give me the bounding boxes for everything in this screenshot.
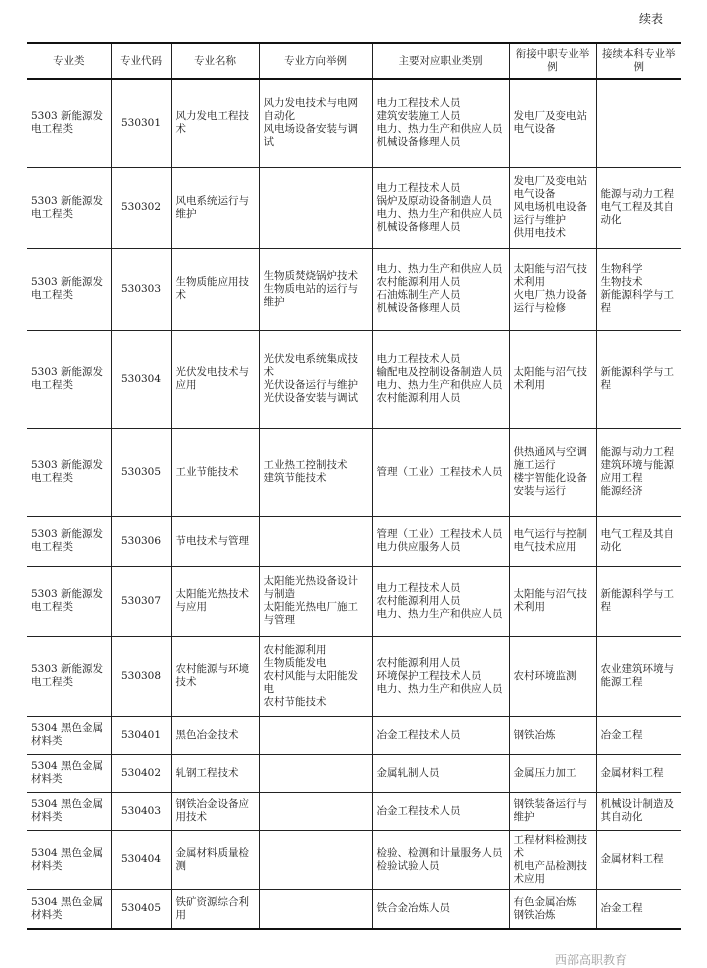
bachelor-cell-line: 电气工程及其自动化 xyxy=(600,528,674,553)
name-cell: 工业节能技术 xyxy=(171,428,259,516)
secondary-cell xyxy=(509,716,596,754)
directions-cell-line: 生物质能发电 xyxy=(263,656,327,669)
occupations-cell xyxy=(372,792,509,830)
directions-cell-line: 太阳能光热电厂施工与管理 xyxy=(263,601,358,626)
table-row xyxy=(27,754,681,792)
category-cell: 5303 新能源发电工程类 xyxy=(27,330,111,428)
directions-cell xyxy=(259,428,372,516)
name-cell: 农村能源与环境技术 xyxy=(171,636,259,716)
category-cell: 5304 黑色金属材料类 xyxy=(27,830,111,889)
occupations-cell-line: 电力、热力生产和供应人员 xyxy=(376,123,503,136)
secondary-cell-line: 发电厂及变电站电气设备 xyxy=(513,175,587,200)
directions-cell-line: 生物质电站的运行与维护 xyxy=(263,282,358,308)
occupations-cell-line: 检验试验人员 xyxy=(376,859,440,872)
header-directions: 专业方向举例 xyxy=(259,43,372,79)
occupations-cell xyxy=(372,636,509,716)
directions-cell xyxy=(259,330,372,428)
bachelor-cell-line: 能源经济 xyxy=(600,485,643,497)
bachelor-cell-line: 能源与动力工程 xyxy=(600,188,674,200)
continued-label: 续表 xyxy=(638,12,663,26)
directions-cell xyxy=(259,792,372,830)
occupations-cell xyxy=(372,248,509,330)
secondary-cell-line: 楼宇智能化设备安装与运行 xyxy=(513,472,587,497)
code-cell: 530404 xyxy=(111,830,171,889)
bachelor-cell-line: 机械设计制造及其自动化 xyxy=(600,798,674,823)
category-cell: 5303 新能源发电工程类 xyxy=(27,248,111,330)
name-cell: 黑色冶金技术 xyxy=(171,716,259,754)
code-cell: 530402 xyxy=(111,754,171,792)
header-code: 专业代码 xyxy=(111,43,171,79)
occupations-cell-line: 金属轧制人员 xyxy=(376,766,440,779)
bachelor-cell-line: 新能源科学与工程 xyxy=(600,588,674,613)
occupations-cell xyxy=(372,566,509,636)
bachelor-cell xyxy=(596,636,681,716)
bachelor-cell-line: 金属材料工程 xyxy=(600,853,664,865)
code-cell: 530403 xyxy=(111,792,171,830)
name-cell: 生物质能应用技术 xyxy=(171,248,259,330)
directions-cell-line: 光伏设备安装与调试 xyxy=(263,392,358,404)
occupations-cell-line: 电力、热力生产和供应人员 xyxy=(376,379,503,391)
occupations-cell xyxy=(372,167,509,248)
name-cell: 风力发电工程技术 xyxy=(171,79,259,167)
header-bachelor: 接续本科专业举例 xyxy=(596,43,681,79)
secondary-cell-line: 机电产品检测技术应用 xyxy=(513,859,587,885)
occupations-cell-line: 电力工程技术人员 xyxy=(376,97,461,110)
bachelor-cell xyxy=(596,428,681,516)
category-cell: 5303 新能源发电工程类 xyxy=(27,79,111,167)
table-row xyxy=(27,889,681,929)
header-name: 专业名称 xyxy=(171,43,259,79)
bachelor-cell xyxy=(596,248,681,330)
table-row xyxy=(27,566,681,636)
secondary-cell-line: 钢铁装备运行与维护 xyxy=(513,798,587,823)
secondary-cell xyxy=(509,167,596,248)
directions-cell-line: 农村能源利用 xyxy=(263,643,327,656)
secondary-cell-line: 太阳能与沼气技术利用 xyxy=(513,263,587,288)
directions-cell xyxy=(259,248,372,330)
occupations-cell-line: 机械设备修理人员 xyxy=(376,302,461,314)
occupations-cell-line: 冶金工程技术人员 xyxy=(376,728,461,741)
majors-table xyxy=(27,42,681,930)
directions-cell xyxy=(259,830,372,889)
directions-cell-line: 农村节能技术 xyxy=(263,695,327,708)
secondary-cell-line: 火电厂热力设备运行与检修 xyxy=(513,289,587,314)
name-cell: 轧钢工程技术 xyxy=(171,754,259,792)
header-occupations: 主要对应职业类别 xyxy=(372,43,509,79)
name-cell: 太阳能光热技术与应用 xyxy=(171,566,259,636)
bachelor-cell-line: 建筑环境与能源应用工程 xyxy=(600,459,674,484)
bachelor-cell xyxy=(596,716,681,754)
secondary-cell xyxy=(509,516,596,566)
bachelor-cell xyxy=(596,516,681,566)
secondary-cell-line: 太阳能与沼气技术利用 xyxy=(513,366,587,391)
occupations-cell xyxy=(372,79,509,167)
bachelor-cell-line: 金属材料工程 xyxy=(600,766,664,779)
bachelor-cell xyxy=(596,754,681,792)
code-cell: 530303 xyxy=(111,248,171,330)
table-row xyxy=(27,830,681,889)
bachelor-cell-line: 生物技术 xyxy=(600,276,643,288)
code-cell: 530405 xyxy=(111,889,171,929)
secondary-cell-line: 有色金属冶炼 xyxy=(513,895,577,908)
bachelor-cell-line: 能源与动力工程 xyxy=(600,446,674,458)
bachelor-cell-line: 新能源科学与工程 xyxy=(600,289,674,314)
occupations-cell xyxy=(372,716,509,754)
occupations-cell-line: 石油炼制生产人员 xyxy=(376,289,461,301)
directions-cell xyxy=(259,716,372,754)
directions-cell xyxy=(259,566,372,636)
name-cell: 光伏发电技术与应用 xyxy=(171,330,259,428)
secondary-cell-line: 电气运行与控制 xyxy=(513,528,587,540)
occupations-cell-line: 铁合金冶炼人员 xyxy=(376,902,450,915)
table-row xyxy=(27,79,681,167)
category-cell: 5303 新能源发电工程类 xyxy=(27,636,111,716)
bachelor-cell-line: 新能源科学与工程 xyxy=(600,366,674,391)
secondary-cell-line: 风电场机电设备运行与维护 xyxy=(513,201,587,226)
code-cell: 530401 xyxy=(111,716,171,754)
secondary-cell xyxy=(509,428,596,516)
bachelor-cell xyxy=(596,79,681,167)
category-cell: 5303 新能源发电工程类 xyxy=(27,516,111,566)
secondary-cell-line: 供用电技术 xyxy=(513,227,566,239)
secondary-cell xyxy=(509,330,596,428)
directions-cell xyxy=(259,79,372,167)
directions-cell-line: 生物质焚烧锅炉技术 xyxy=(263,269,358,282)
directions-cell-line: 工业热工控制技术 xyxy=(263,459,348,471)
secondary-cell-line: 发电厂及变电站电气设备 xyxy=(513,110,587,136)
name-cell: 铁矿资源综合利用 xyxy=(171,889,259,929)
occupations-cell xyxy=(372,330,509,428)
category-cell: 5303 新能源发电工程类 xyxy=(27,566,111,636)
name-cell: 风电系统运行与维护 xyxy=(171,167,259,248)
occupations-cell-line: 管理（工业）工程技术人员 xyxy=(376,465,503,478)
table-row xyxy=(27,636,681,716)
occupations-cell-line: 检验、检测和计量服务人员 xyxy=(376,846,503,859)
occupations-cell-line: 农村能源利用人员 xyxy=(376,276,461,288)
directions-cell xyxy=(259,754,372,792)
secondary-cell-line: 农村环境监测 xyxy=(513,669,577,682)
secondary-cell-line: 金属压力加工 xyxy=(513,766,577,779)
occupations-cell-line: 管理（工业）工程技术人员 xyxy=(376,528,503,540)
occupations-cell-line: 机械设备修理人员 xyxy=(376,220,461,233)
occupations-cell-line: 农村能源利用人员 xyxy=(376,656,461,669)
bachelor-cell xyxy=(596,167,681,248)
directions-cell-line: 风电场设备安装与调试 xyxy=(263,123,358,149)
name-cell: 钢铁冶金设备应用技术 xyxy=(171,792,259,830)
directions-cell-line: 建筑节能技术 xyxy=(263,472,327,484)
table-row xyxy=(27,716,681,754)
occupations-cell-line: 农村能源利用人员 xyxy=(376,594,461,607)
secondary-cell-line: 太阳能与沼气技术利用 xyxy=(513,588,587,613)
name-cell: 金属材料质量检测 xyxy=(171,830,259,889)
occupations-cell-line: 电力工程技术人员 xyxy=(376,581,461,594)
directions-cell xyxy=(259,516,372,566)
bachelor-cell-line: 电气工程及其自动化 xyxy=(600,201,674,226)
secondary-cell xyxy=(509,754,596,792)
occupations-cell xyxy=(372,428,509,516)
code-cell: 530302 xyxy=(111,167,171,248)
secondary-cell xyxy=(509,566,596,636)
occupations-cell xyxy=(372,830,509,889)
table-row xyxy=(27,428,681,516)
category-cell: 5304 黑色金属材料类 xyxy=(27,792,111,830)
occupations-cell-line: 电力、热力生产和供应人员 xyxy=(376,207,503,220)
occupations-cell-line: 电力、热力生产和供应人员 xyxy=(376,263,503,275)
occupations-cell-line: 农村能源利用人员 xyxy=(376,392,461,404)
secondary-cell-line: 工程材料检测技术 xyxy=(513,833,587,859)
secondary-cell xyxy=(509,792,596,830)
table-row xyxy=(27,516,681,566)
code-cell: 530307 xyxy=(111,566,171,636)
occupations-cell-line: 输配电及控制设备制造人员 xyxy=(376,366,503,378)
bachelor-cell xyxy=(596,566,681,636)
code-cell: 530306 xyxy=(111,516,171,566)
directions-cell xyxy=(259,167,372,248)
occupations-cell-line: 冶金工程技术人员 xyxy=(376,804,461,817)
occupations-cell-line: 锅炉及原动设备制造人员 xyxy=(376,194,492,207)
secondary-cell-line: 供热通风与空调施工运行 xyxy=(513,446,587,471)
secondary-cell xyxy=(509,889,596,929)
secondary-cell xyxy=(509,830,596,889)
table-header-row xyxy=(27,43,681,79)
directions-cell-line: 农村风能与太阳能发电 xyxy=(263,669,358,695)
occupations-cell xyxy=(372,889,509,929)
secondary-cell xyxy=(509,248,596,330)
name-cell: 节电技术与管理 xyxy=(171,516,259,566)
category-cell: 5304 黑色金属材料类 xyxy=(27,889,111,929)
code-cell: 530304 xyxy=(111,330,171,428)
occupations-cell-line: 电力、热力生产和供应人员 xyxy=(376,682,503,695)
secondary-cell xyxy=(509,79,596,167)
bachelor-cell xyxy=(596,792,681,830)
table-row xyxy=(27,792,681,830)
bachelor-cell-line: 冶金工程 xyxy=(600,728,643,741)
bachelor-cell xyxy=(596,830,681,889)
header-secondary: 衔接中职专业举例 xyxy=(509,43,596,79)
watermark-text: 西部高职教育 xyxy=(555,953,628,967)
bachelor-cell xyxy=(596,889,681,929)
directions-cell-line: 风力发电技术与电网自动化 xyxy=(263,97,358,123)
occupations-cell xyxy=(372,754,509,792)
secondary-cell-line: 钢铁冶炼 xyxy=(513,728,556,741)
occupations-cell-line: 机械设备修理人员 xyxy=(376,136,461,149)
bachelor-cell-line: 农业建筑环境与能源工程 xyxy=(600,663,674,688)
table-row xyxy=(27,330,681,428)
directions-cell xyxy=(259,636,372,716)
category-cell: 5304 黑色金属材料类 xyxy=(27,716,111,754)
code-cell: 530305 xyxy=(111,428,171,516)
directions-cell-line: 光伏发电系统集成技术 xyxy=(263,353,358,378)
table-row xyxy=(27,248,681,330)
category-cell: 5303 新能源发电工程类 xyxy=(27,428,111,516)
category-cell: 5303 新能源发电工程类 xyxy=(27,167,111,248)
occupations-cell-line: 电力供应服务人员 xyxy=(376,541,461,553)
occupations-cell-line: 电力工程技术人员 xyxy=(376,353,461,365)
secondary-cell-line: 电气技术应用 xyxy=(513,541,577,553)
code-cell: 530301 xyxy=(111,79,171,167)
occupations-cell-line: 环境保护工程技术人员 xyxy=(376,669,482,682)
code-cell: 530308 xyxy=(111,636,171,716)
directions-cell xyxy=(259,889,372,929)
table-row xyxy=(27,167,681,248)
directions-cell-line: 光伏设备运行与维护 xyxy=(263,379,358,391)
occupations-cell xyxy=(372,516,509,566)
bachelor-cell xyxy=(596,330,681,428)
bachelor-cell-line: 冶金工程 xyxy=(600,902,643,915)
directions-cell-line: 太阳能光热设备设计与制造 xyxy=(263,575,358,600)
secondary-cell xyxy=(509,636,596,716)
occupations-cell-line: 电力、热力生产和供应人员 xyxy=(376,607,503,620)
occupations-cell-line: 建筑安装施工人员 xyxy=(376,110,461,123)
category-cell: 5304 黑色金属材料类 xyxy=(27,754,111,792)
secondary-cell-line: 钢铁冶炼 xyxy=(513,908,556,921)
header-category: 专业类 xyxy=(27,43,111,79)
bachelor-cell-line: 生物科学 xyxy=(600,263,643,275)
occupations-cell-line: 电力工程技术人员 xyxy=(376,181,461,194)
